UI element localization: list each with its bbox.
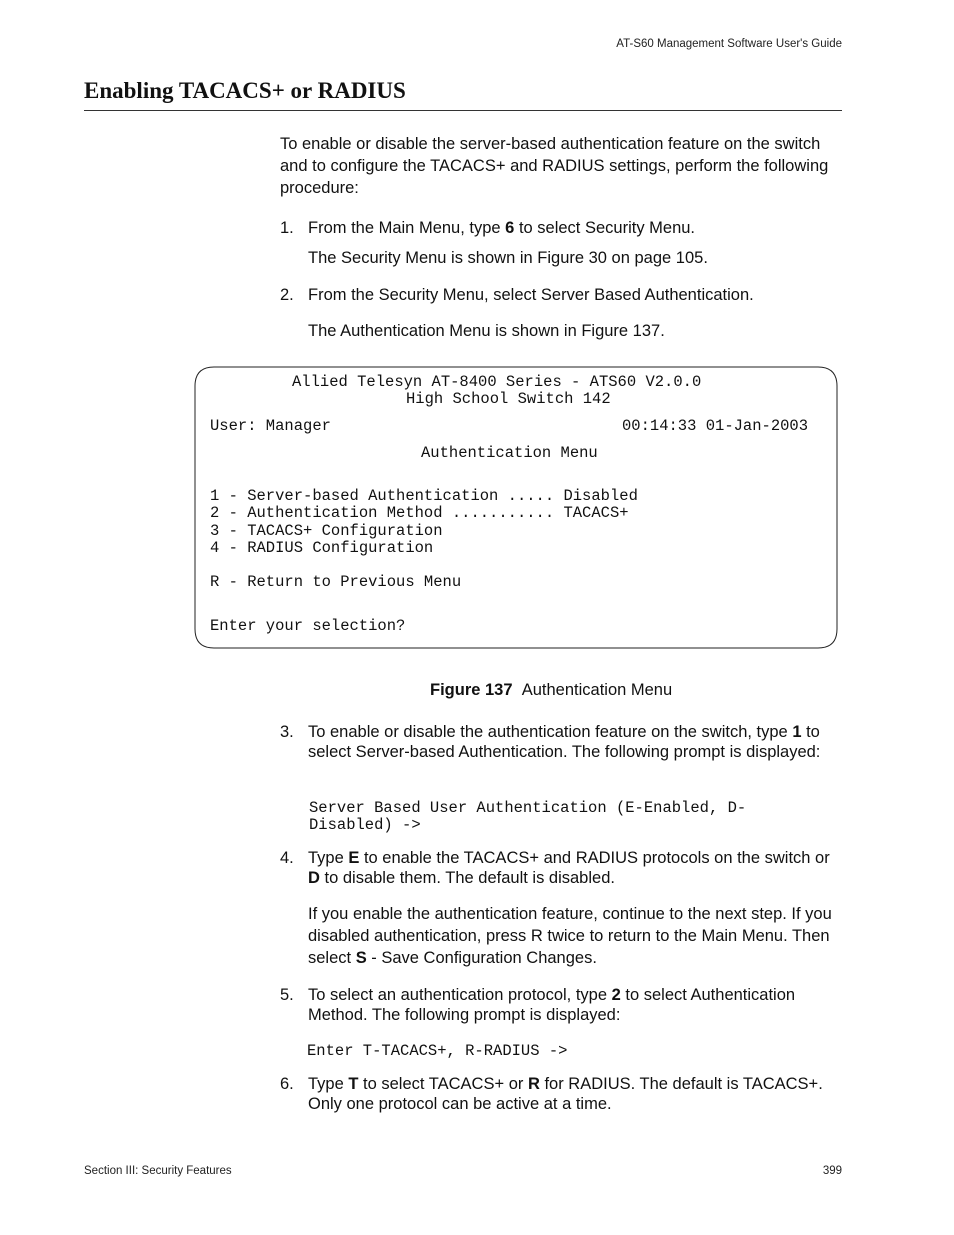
terminal-title: Allied Telesyn AT-8400 Series - ATS60 V2.0.0 [292,373,702,391]
step-number: 6. [280,1075,294,1093]
key-e: E [348,849,360,867]
step-text: Type E to enable the TACACS+ and RADIUS protocols on the switch or D to disable them. The default is disabled. [308,849,830,887]
step-text: To select an authentication protocol, type 2 to select Authentication Method. The following prompt is displayed: [308,986,796,1024]
step-text: From the Security Menu, select Server Based Authentication. [308,286,754,304]
key-6: 6 [505,219,515,237]
step-number: 1. [280,219,294,237]
terminal-user: User: Manager [210,417,331,435]
menu-item-auth-method: 2 - Authentication Method ........... TACACS+ [210,504,629,522]
step-6 [280,1074,840,1114]
menu-item-return: R - Return to Previous Menu [210,573,462,591]
menu-item-server-auth: 1 - Server-based Authentication ..... Disabled [210,487,638,505]
step-5 [280,985,840,1025]
key-2: 2 [611,986,621,1004]
step-2-note: The Authentication Menu is shown in Figure 137. [308,322,665,340]
terminal-switch-name: High School Switch 142 [406,390,611,408]
step-1 [280,218,840,238]
protocol-prompt: Enter T-TACACS+, R-RADIUS -> [307,1042,568,1060]
key-r: R [527,1075,540,1093]
terminal-screen-figure [194,366,838,649]
step-3 [280,722,840,762]
key-t: T [348,1075,359,1093]
step-text: To enable or disable the authentication feature on the switch, type 1 to select Server-based Authentication. The following prompt is displayed: [308,723,821,761]
intro-paragraph: To enable or disable the server-based authentication feature on the switch and to configure the TACACS+ and RADIUS settings, perform the following procedure: [280,135,829,197]
step-number: 5. [280,986,294,1004]
prompt-line-1: Server Based User Authentication (E-Enabled, D- [309,799,747,817]
terminal-datetime: 00:14:33 01-Jan-2003 [622,417,809,435]
terminal-menu-title: Authentication Menu [421,444,598,462]
running-header: AT-S60 Management Software User's Guide [616,38,842,50]
step-number: 2. [280,286,294,304]
figure-title: Authentication Menu [521,681,673,699]
step-number: 4. [280,849,294,867]
menu-item-radius-config: 4 - RADIUS Configuration [210,539,434,557]
section-title: Enabling TACACS+ or RADIUS [84,78,406,103]
figure-label: Figure 137 [430,681,513,699]
step-4 [280,848,840,888]
step-text: Type T to select TACACS+ or R for RADIUS. The default is TACACS+. Only one protocol can be active at a time. [308,1075,823,1113]
menu-item-tacacs-config: 3 - TACACS+ Configuration [210,522,443,540]
step-2 [280,285,840,305]
key-d: D [308,869,320,887]
step-text: From the Main Menu, type 6 to select Security Menu. [308,219,696,237]
step-4-note: If you enable the authentication feature, continue to the next step. If you disabled authentication, press R twice to return to the Main Menu. Then select S - Save Configuration Changes. [308,905,832,967]
figure-caption [430,681,672,700]
prompt-line-2: Disabled) -> [309,816,421,834]
footer-section: Section III: Security Features [84,1165,232,1177]
terminal-prompt: Enter your selection? [210,617,406,635]
step-number: 3. [280,723,294,741]
key-s: S [355,949,367,967]
step-1-note: The Security Menu is shown in Figure 30 on page 105. [308,249,708,267]
key-1: 1 [792,723,802,741]
page-number: 399 [822,1165,842,1177]
title-rule [84,110,842,111]
